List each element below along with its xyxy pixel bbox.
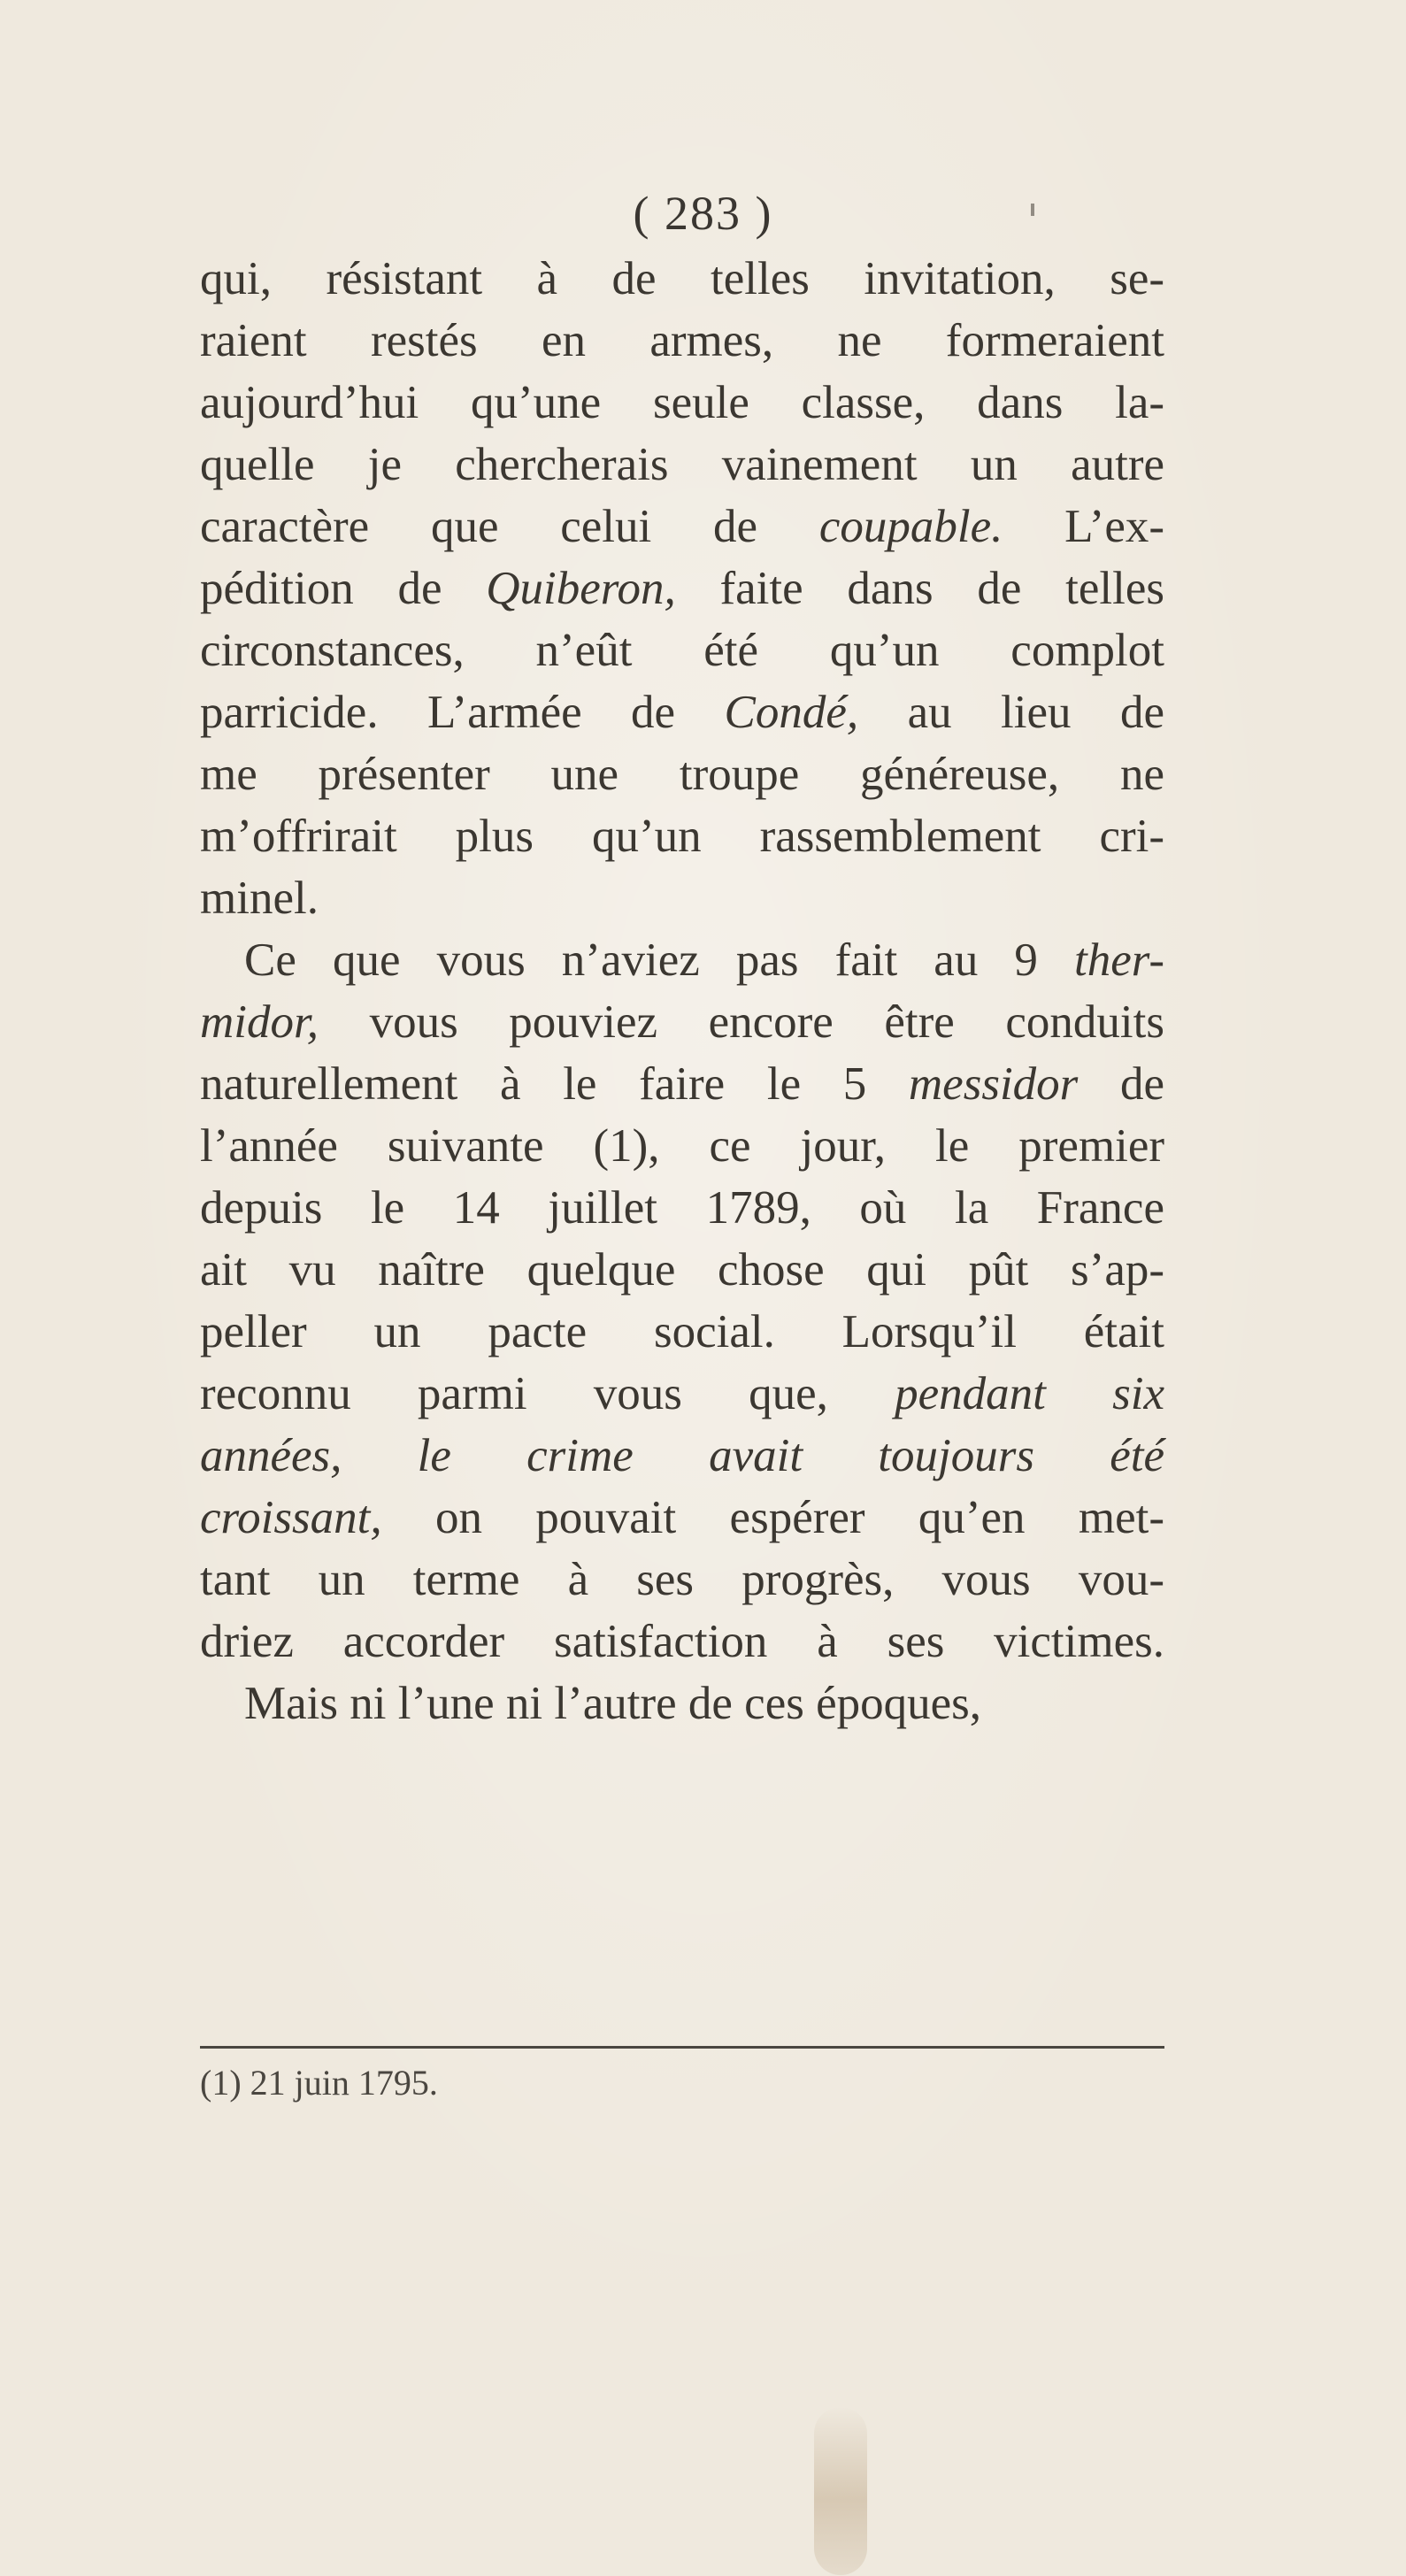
text-line: m’offrirait plus qu’un rassemblement cri- <box>200 811 1164 862</box>
italic-phrase: Quiberon, <box>486 563 676 614</box>
text-line: reconnu parmi vous que, pendant six <box>200 1368 1164 1419</box>
text-line: depuis le 14 juillet 1789, où la France <box>200 1182 1164 1234</box>
italic-phrase: midor, <box>200 996 319 1048</box>
text-line: parricide. L’armée de Condé, au lieu de <box>200 687 1164 738</box>
body-text <box>200 248 1164 1734</box>
text-line: quelle je chercherais vainement un autre <box>200 439 1164 490</box>
text-line: Mais ni l’une ni l’autre de ces époques, <box>244 1678 982 1729</box>
paper-stain <box>814 2407 867 2575</box>
italic-phrase: croissant, <box>200 1492 382 1543</box>
text-line: peller un pacte social. Lorsqu’il était <box>200 1306 1164 1357</box>
italic-phrase: coupable. <box>818 501 1003 552</box>
italic-phrase: années, le crime avait toujours été <box>200 1430 1164 1481</box>
text-line: croissant, on pouvait espérer qu’en met- <box>200 1492 1164 1543</box>
text-line: tant un terme à ses progrès, vous vou- <box>200 1554 1164 1605</box>
text-line: l’année suivante (1), ce jour, le premier <box>200 1120 1164 1172</box>
text-line: qui, résistant à de telles invitation, se- <box>200 253 1164 304</box>
text-line: ait vu naître quelque chose qui pût s’ap- <box>200 1244 1164 1296</box>
text-line: Ce que vous n’aviez pas fait au 9 ther- <box>244 934 1164 986</box>
footnote: (1) 21 juin 1795. <box>200 2063 438 2103</box>
text-line: naturellement à le faire le 5 messidor de <box>200 1058 1164 1110</box>
text-line: aujourd’hui qu’une seule classe, dans la- <box>200 377 1164 428</box>
italic-phrase: ther- <box>1074 934 1164 986</box>
text-line: circonstances, n’eût été qu’un complot <box>200 625 1164 676</box>
italic-phrase: messidor <box>908 1058 1079 1110</box>
text-line: caractère que celui de coupable. L’ex- <box>200 501 1164 552</box>
footnote-rule <box>200 2046 1164 2049</box>
text-line: minel. <box>200 873 319 924</box>
page-number: ( 283 ) <box>633 187 773 240</box>
italic-phrase: pendant six <box>895 1368 1164 1419</box>
ink-speck <box>1031 204 1034 216</box>
text-line: midor, vous pouviez encore être conduits <box>200 996 1164 1048</box>
text-line: pédition de Quiberon, faite dans de telles <box>200 563 1164 614</box>
text-line: raient restés en armes, ne formeraient <box>200 315 1164 366</box>
italic-phrase: Condé, <box>724 687 859 738</box>
text-line: driez accorder satisfaction à ses victimes. <box>200 1616 1164 1667</box>
text-line <box>200 1425 1164 1487</box>
text-line: me présenter une troupe généreuse, ne <box>200 749 1164 800</box>
